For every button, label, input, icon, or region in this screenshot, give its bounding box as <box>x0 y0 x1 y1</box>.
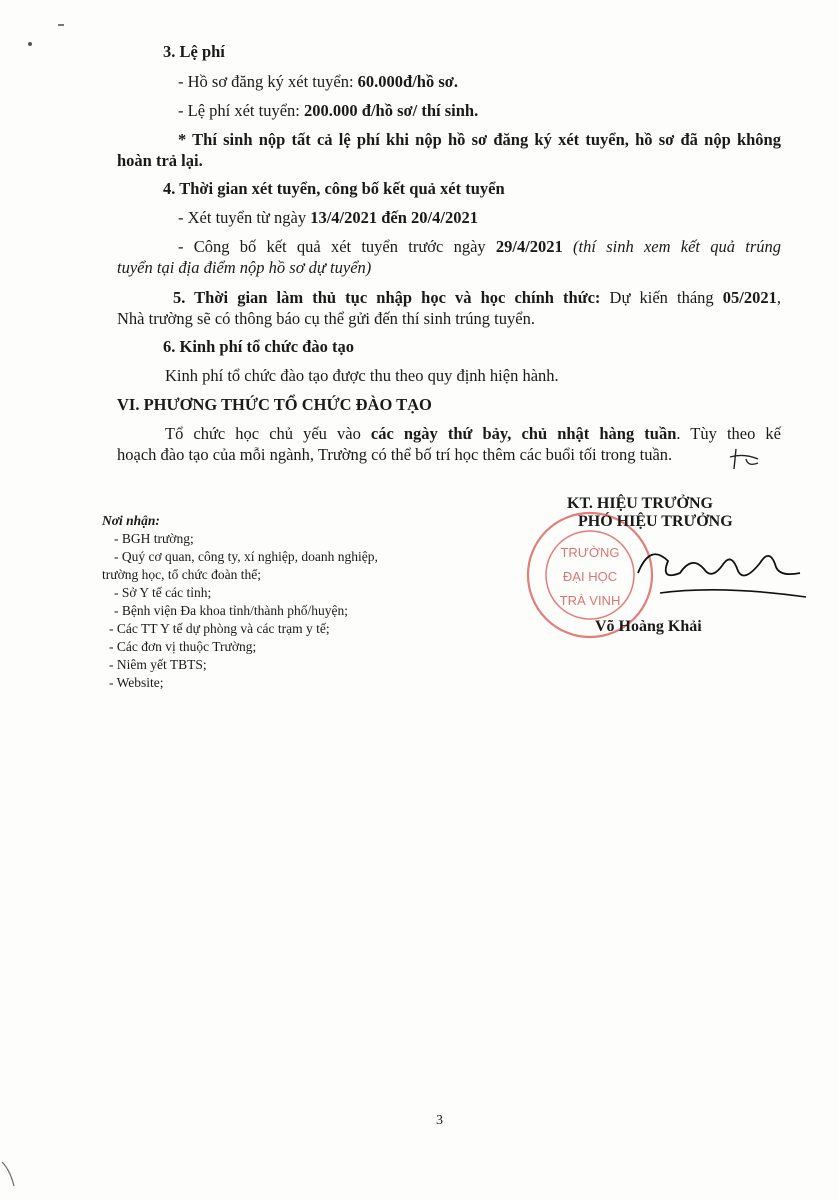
fees-note-cont: hoàn trả lại. <box>117 151 203 170</box>
signer-title-2: PHÓ HIỆU TRƯỞNG <box>578 513 733 530</box>
schedule-line1: - Xét tuyển từ ngày 13/4/2021 đến 20/4/2021 <box>178 208 478 227</box>
enrollment-line1: 5. Thời gian làm thủ tục nhập học và học chính thức: Dự kiến tháng 05/2021, <box>173 288 781 307</box>
schedule-line2: - Công bố kết quả xét tuyển trước ngày 29/4/2021 (thí sinh xem kết quả trúng <box>178 237 781 256</box>
recipient-item: - Quý cơ quan, công ty, xí nghiệp, doanh nghiệp, <box>114 549 378 564</box>
stamp-line-2: ĐẠI HỌC <box>562 569 618 584</box>
fees-line-admission: - Lệ phí xét tuyển: 200.000 đ/hồ sơ/ thí sinh. <box>178 101 479 120</box>
schedule-line2-cont: tuyển tại địa điểm nộp hồ sơ dự tuyển) <box>117 258 372 277</box>
signature-block <box>520 493 810 653</box>
recipient-item: - BGH trường; <box>114 531 194 546</box>
funding-heading: 6. Kinh phí tổ chức đào tạo <box>163 337 354 356</box>
page-number: 3 <box>436 1113 443 1128</box>
recipients-label: Nơi nhận: <box>102 513 160 528</box>
scan-speck <box>58 24 64 26</box>
recipient-item: - Niêm yết TBTS; <box>109 657 207 672</box>
handwritten-signature <box>620 533 810 613</box>
recipient-item: - Sở Y tế các tỉnh; <box>114 585 212 600</box>
stamp-line-1: TRƯỜNG <box>560 545 620 560</box>
section6-heading: VI. PHƯƠNG THỨC TỔ CHỨC ĐÀO TẠO <box>117 395 432 414</box>
scan-speck <box>28 42 32 46</box>
fees-line-application: - Hồ sơ đăng ký xét tuyển: 60.000đ/hồ sơ. <box>178 72 459 91</box>
scan-corner-mark <box>0 1160 20 1190</box>
recipient-item: - Các TT Y tế dự phòng và các trạm y tế; <box>109 621 330 636</box>
recipient-item: - Bệnh viện Đa khoa tỉnh/thành phố/huyện; <box>114 603 348 618</box>
recipient-item: - Các đơn vị thuộc Trường; <box>109 639 257 654</box>
funding-text: Kinh phí tổ chức đào tạo được thu theo quy định hiện hành. <box>165 366 559 385</box>
fees-note: * Thí sinh nộp tất cả lệ phí khi nộp hồ sơ đăng ký xét tuyển, hồ sơ đã nộp không <box>178 130 781 149</box>
signer-title-1: KT. HIỆU TRƯỞNG <box>567 495 713 512</box>
stamp-line-3: TRÀ VINH <box>559 593 621 608</box>
enrollment-line2: Nhà trường sẽ có thông báo cụ thể gửi đến thí sinh trúng tuyển. <box>117 309 535 328</box>
recipient-item: - Website; <box>109 675 164 690</box>
initial-mark <box>728 445 764 473</box>
section6-line2: hoạch đào tạo của mỗi ngành, Trường có thể bố trí học thêm các buổi tối trong tuần. <box>117 445 673 464</box>
schedule-heading: 4. Thời gian xét tuyển, công bố kết quả xét tuyển <box>163 179 505 198</box>
recipients-block <box>102 512 378 692</box>
recipient-item: trường học, tổ chức đoàn thể; <box>102 567 261 582</box>
signer-name: Võ Hoàng Khải <box>595 618 702 635</box>
fees-heading: 3. Lệ phí <box>163 42 225 61</box>
section6-line1: Tổ chức học chủ yếu vào các ngày thứ bảy, chủ nhật hàng tuần. Tùy theo kế <box>165 424 782 443</box>
